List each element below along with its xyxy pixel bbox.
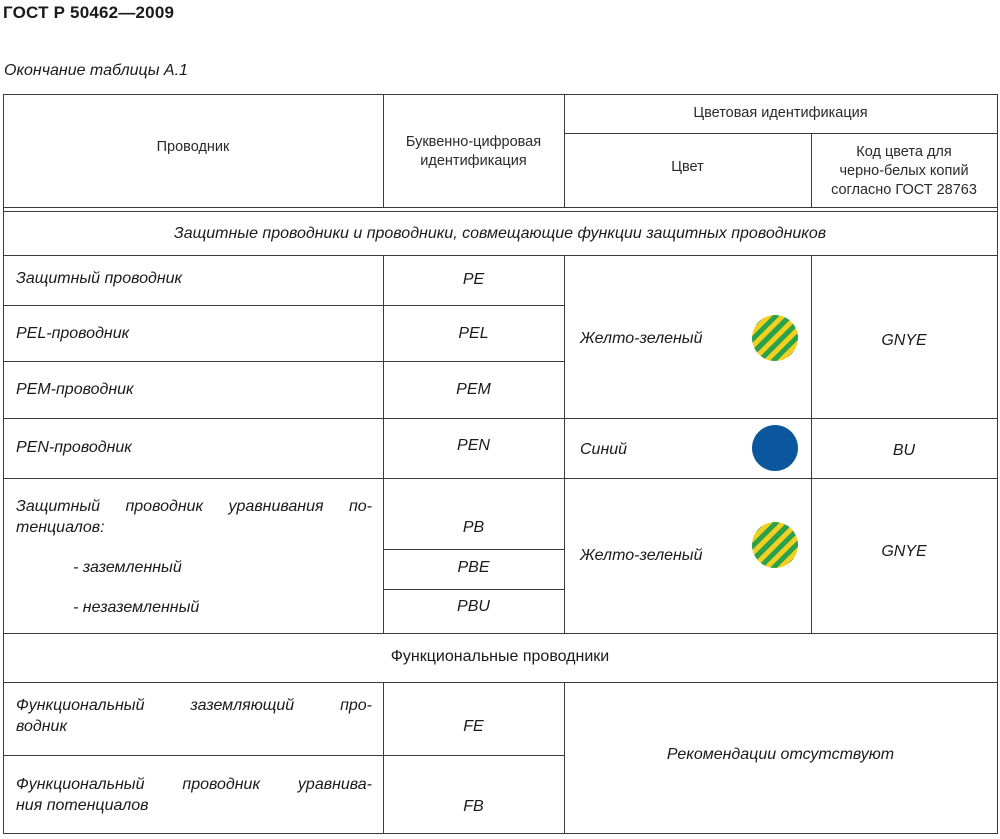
- section-protective: Защитные проводники и проводники, совмещающие функции защитных проводников: [173, 225, 827, 242]
- bonding-name-1: Защитный проводник уравнивания по-: [16, 498, 372, 515]
- bonding-bw: GNYE: [881, 543, 927, 560]
- rule: [3, 633, 997, 634]
- bonding-color: Желто-зеленый: [580, 547, 703, 564]
- rule: [383, 589, 564, 590]
- bonding-code-pbe: PBE: [457, 559, 490, 576]
- bonding-sub-ungrounded: - незаземленный: [73, 599, 200, 616]
- rule: [3, 211, 997, 212]
- rule: [3, 755, 564, 756]
- rule: [383, 549, 564, 550]
- rule: [3, 94, 4, 834]
- section-functional: Функциональные проводники: [390, 648, 610, 665]
- header-conductor: Проводник: [156, 139, 230, 155]
- header-alnum-1: Буквенно-цифровая: [405, 134, 542, 150]
- header-code-1: Код цвета для: [856, 144, 952, 160]
- rule: [564, 133, 997, 134]
- color-blue: Синий: [580, 441, 628, 458]
- table-caption: Окончание таблицы А.1: [4, 62, 188, 79]
- row-code-pe: PE: [462, 271, 485, 288]
- row-code-pem: PEM: [456, 381, 491, 398]
- yellow-green-swatch: [752, 315, 798, 361]
- rule: [3, 94, 997, 95]
- rule: [3, 207, 997, 208]
- header-alnum-2: идентификация: [420, 153, 527, 169]
- rule: [3, 418, 997, 419]
- header-color: Цвет: [671, 159, 704, 175]
- no-recommendations: Рекомендации отсутствуют: [666, 746, 895, 763]
- fe-name-2: водник: [16, 718, 67, 735]
- rule: [3, 478, 997, 479]
- rule: [3, 361, 564, 362]
- rule: [564, 255, 565, 634]
- color-yellow-green: Желто-зеленый: [580, 330, 703, 347]
- bonding-code-pb: PB: [462, 519, 485, 536]
- rule: [3, 255, 997, 256]
- row-code-pel: PEL: [458, 325, 489, 342]
- fb-code: FB: [463, 798, 484, 815]
- row-code-pen: PEN: [457, 437, 490, 454]
- bonding-name-2: тенциалов:: [16, 519, 105, 536]
- row-name-pem: PEM-проводник: [16, 381, 134, 398]
- row-name-pel: PEL-проводник: [16, 325, 130, 342]
- fe-name-1: Функциональный заземляющий про-: [16, 697, 372, 714]
- row-name-pe: Защитный проводник: [16, 270, 183, 287]
- header-color-group: Цветовая идентификация: [693, 105, 868, 121]
- fb-name-2: ния потенциалов: [16, 797, 149, 814]
- header-code-3: согласно ГОСТ 28763: [831, 182, 977, 198]
- rule: [3, 833, 997, 834]
- fe-code: FE: [463, 718, 484, 735]
- bonding-code-pbu: PBU: [457, 598, 490, 615]
- page-header: ГОСТ Р 50462—2009: [3, 3, 175, 22]
- bonding-sub-grounded: - заземленный: [73, 559, 182, 576]
- fb-name-1: Функциональный проводник уравнива-: [16, 776, 372, 793]
- rule: [997, 94, 998, 834]
- yellow-green-swatch: [752, 522, 798, 568]
- bw-code-gnye: GNYE: [881, 332, 927, 349]
- row-name-pen: PEN-проводник: [16, 439, 132, 456]
- bw-code-bu: BU: [892, 442, 916, 459]
- rule: [3, 682, 997, 683]
- header-code-2: черно-белых копий: [839, 163, 969, 179]
- rule: [3, 305, 564, 306]
- blue-swatch: [752, 425, 798, 471]
